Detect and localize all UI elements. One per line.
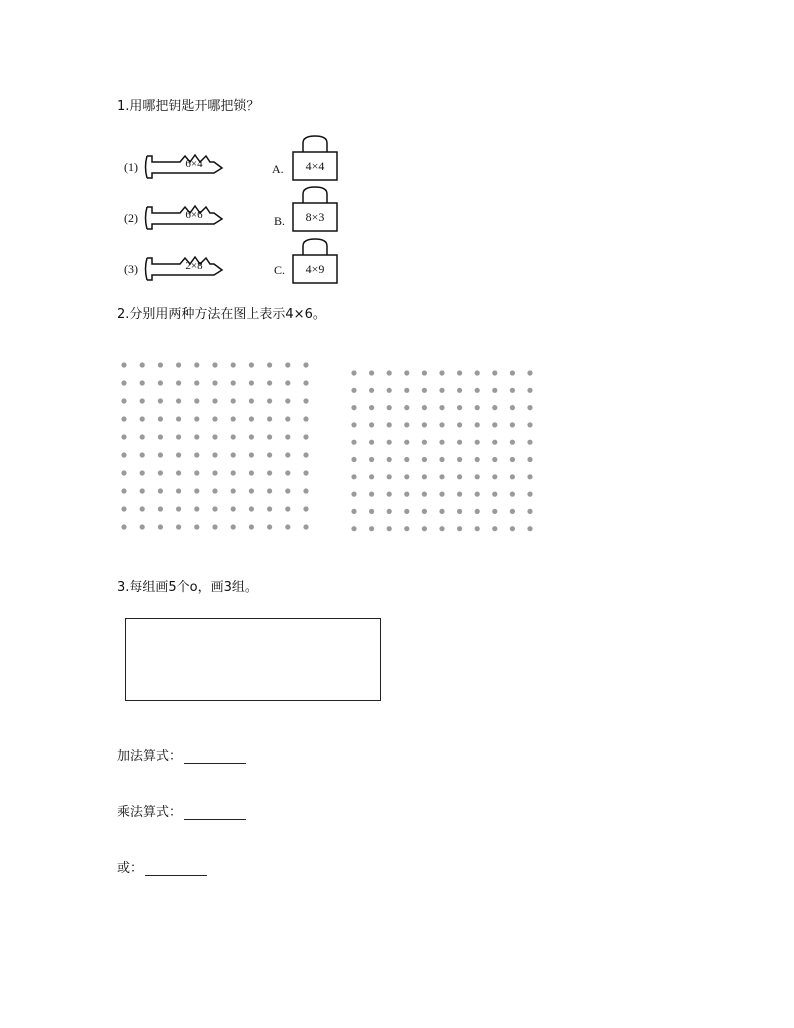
- grid-dot: [387, 474, 392, 479]
- grid-dot: [404, 474, 409, 479]
- grid-dot: [475, 422, 480, 427]
- grid-dot: [527, 388, 532, 393]
- lock-a-expression: 4×4: [305, 159, 325, 173]
- grid-dot: [303, 470, 308, 475]
- grid-dot: [140, 506, 145, 511]
- grid-dot: [140, 488, 145, 493]
- grid-dot: [527, 422, 532, 427]
- grid-dot: [194, 488, 199, 493]
- grid-dot: [422, 422, 427, 427]
- grid-dot: [285, 524, 290, 529]
- grid-dot: [121, 434, 126, 439]
- grid-dot: [303, 452, 308, 457]
- grid-dot: [387, 457, 392, 462]
- grid-dot: [285, 488, 290, 493]
- grid-dot: [404, 370, 409, 375]
- grid-dot: [140, 434, 145, 439]
- grid-dot: [422, 370, 427, 375]
- grid-dot: [303, 362, 308, 367]
- key-1-label: (1): [124, 160, 138, 174]
- grid-dot: [387, 526, 392, 531]
- grid-dot: [212, 488, 217, 493]
- grid-dot: [121, 452, 126, 457]
- key-1-expression: 6×4: [185, 158, 203, 170]
- grid-dot: [176, 506, 181, 511]
- grid-dot: [267, 488, 272, 493]
- grid-dot: [140, 416, 145, 421]
- key-3-expression: 2×8: [185, 260, 203, 272]
- grid-dot: [158, 434, 163, 439]
- grid-dot: [510, 474, 515, 479]
- key-3-label: (3): [124, 262, 138, 276]
- lock-b-expression: 8×3: [305, 210, 325, 224]
- grid-dot: [267, 398, 272, 403]
- grid-dot: [121, 506, 126, 511]
- grid-dot: [527, 474, 532, 479]
- lock-b: [292, 186, 338, 232]
- lock-icon: [292, 135, 338, 181]
- grid-dot: [439, 388, 444, 393]
- grid-dot: [176, 398, 181, 403]
- grid-dot: [439, 509, 444, 514]
- alternative-formula-blank[interactable]: [145, 861, 207, 876]
- multiplication-formula-line: [117, 801, 246, 820]
- grid-dot: [387, 405, 392, 410]
- grid-dot: [439, 492, 444, 497]
- grid-dot: [475, 526, 480, 531]
- grid-dot: [510, 405, 515, 410]
- grid-dot: [212, 524, 217, 529]
- grid-dot: [267, 362, 272, 367]
- grid-dot: [527, 457, 532, 462]
- grid-dot: [285, 434, 290, 439]
- grid-dot: [527, 405, 532, 410]
- grid-dot: [212, 398, 217, 403]
- grid-dot: [439, 370, 444, 375]
- grid-dot: [439, 526, 444, 531]
- grid-dot: [492, 422, 497, 427]
- grid-dot: [369, 370, 374, 375]
- grid-dot: [457, 492, 462, 497]
- grid-dot: [439, 474, 444, 479]
- grid-dot: [492, 388, 497, 393]
- grid-dot: [439, 422, 444, 427]
- grid-dot: [492, 492, 497, 497]
- grid-dot: [351, 492, 356, 497]
- grid-dot: [121, 524, 126, 529]
- grid-dot: [369, 509, 374, 514]
- grid-dot: [510, 492, 515, 497]
- grid-dot: [158, 506, 163, 511]
- grid-dot: [176, 380, 181, 385]
- grid-dot: [457, 422, 462, 427]
- grid-dot: [404, 492, 409, 497]
- lock-c: [292, 238, 338, 284]
- grid-dot: [194, 470, 199, 475]
- grid-dot: [158, 524, 163, 529]
- grid-dot: [231, 362, 236, 367]
- grid-dot: [249, 434, 254, 439]
- grid-dot: [422, 492, 427, 497]
- grid-dot: [231, 470, 236, 475]
- multiplication-formula-blank[interactable]: [184, 805, 246, 820]
- grid-dot: [457, 509, 462, 514]
- grid-dot: [158, 398, 163, 403]
- grid-dot: [231, 506, 236, 511]
- grid-dot: [510, 388, 515, 393]
- grid-dot: [121, 416, 126, 421]
- grid-dot: [404, 405, 409, 410]
- lock-c-letter: C.: [274, 263, 286, 277]
- grid-dot: [510, 370, 515, 375]
- grid-dot: [303, 524, 308, 529]
- grid-dot: [285, 506, 290, 511]
- grid-dot: [510, 422, 515, 427]
- key-2-expression: 6×6: [185, 209, 203, 221]
- grid-dot: [267, 470, 272, 475]
- grid-dot: [457, 405, 462, 410]
- grid-dot: [422, 440, 427, 445]
- grid-dot: [121, 380, 126, 385]
- key-1: [124, 152, 224, 182]
- grid-dot: [194, 416, 199, 421]
- grid-dot: [158, 416, 163, 421]
- grid-dot: [457, 440, 462, 445]
- grid-dot: [457, 457, 462, 462]
- grid-dot: [176, 434, 181, 439]
- grid-dot: [176, 362, 181, 367]
- lock-a: [292, 135, 338, 181]
- grid-dot: [285, 452, 290, 457]
- grid-dot: [439, 405, 444, 410]
- grid-dot: [369, 405, 374, 410]
- grid-dot: [492, 405, 497, 410]
- lock-a-letter: A.: [272, 162, 284, 176]
- grid-dot: [475, 440, 480, 445]
- grid-dot: [176, 452, 181, 457]
- grid-dot: [158, 380, 163, 385]
- grid-dot: [492, 457, 497, 462]
- grid-dot: [492, 440, 497, 445]
- grid-dot: [176, 416, 181, 421]
- grid-dot: [351, 422, 356, 427]
- grid-dot: [231, 380, 236, 385]
- grid-dot: [475, 492, 480, 497]
- grid-dot: [212, 416, 217, 421]
- key-2-label: (2): [124, 211, 138, 225]
- grid-dot: [231, 398, 236, 403]
- grid-dot: [249, 362, 254, 367]
- grid-dot: [140, 398, 145, 403]
- grid-dot: [351, 388, 356, 393]
- grid-dot: [140, 470, 145, 475]
- grid-dot: [267, 380, 272, 385]
- grid-dot: [369, 474, 374, 479]
- grid-dot: [140, 380, 145, 385]
- drawing-answer-box[interactable]: [125, 618, 381, 701]
- key-2: [124, 203, 224, 233]
- grid-dot: [369, 388, 374, 393]
- grid-dot: [303, 506, 308, 511]
- grid-dot: [422, 388, 427, 393]
- grid-dot: [194, 452, 199, 457]
- grid-dot: [492, 370, 497, 375]
- question-2-text: 2.分别用两种方法在图上表示4×6。: [117, 307, 326, 322]
- grid-dot: [140, 362, 145, 367]
- grid-dot: [267, 506, 272, 511]
- grid-dot: [212, 362, 217, 367]
- grid-dot: [121, 470, 126, 475]
- grid-dot: [212, 506, 217, 511]
- grid-dot: [231, 524, 236, 529]
- grid-dot: [369, 422, 374, 427]
- key-3: [124, 254, 224, 284]
- grid-dot: [351, 526, 356, 531]
- grid-dot: [351, 440, 356, 445]
- grid-dot: [387, 388, 392, 393]
- grid-dot: [212, 380, 217, 385]
- grid-dot: [404, 457, 409, 462]
- grid-dot: [212, 470, 217, 475]
- lock-c-expression: 4×9: [305, 262, 325, 276]
- grid-dot: [510, 526, 515, 531]
- grid-dot: [387, 492, 392, 497]
- addition-formula-label: 加法算式：: [117, 749, 183, 764]
- grid-dot: [176, 488, 181, 493]
- grid-dot: [422, 405, 427, 410]
- grid-dot: [303, 398, 308, 403]
- grid-dot: [351, 474, 356, 479]
- grid-dot: [527, 509, 532, 514]
- grid-dot: [457, 474, 462, 479]
- lock-icon: [292, 186, 338, 232]
- grid-dot: [492, 474, 497, 479]
- grid-dot: [249, 452, 254, 457]
- grid-dot: [457, 526, 462, 531]
- grid-dot: [249, 524, 254, 529]
- lock-icon: [292, 238, 338, 284]
- question-1-text: 1.用哪把钥匙开哪把锁？: [117, 99, 260, 114]
- grid-dot: [527, 492, 532, 497]
- grid-dot: [267, 524, 272, 529]
- grid-dot: [249, 380, 254, 385]
- grid-dot: [267, 434, 272, 439]
- grid-dot: [387, 440, 392, 445]
- grid-dot: [475, 405, 480, 410]
- grid-dot: [369, 492, 374, 497]
- grid-dot: [285, 380, 290, 385]
- grid-dot: [249, 506, 254, 511]
- grid-dot: [351, 509, 356, 514]
- grid-dot: [194, 434, 199, 439]
- grid-dot: [140, 452, 145, 457]
- grid-dot: [369, 526, 374, 531]
- dot-grid-right: [347, 367, 535, 535]
- grid-dot: [475, 388, 480, 393]
- grid-dot: [404, 388, 409, 393]
- grid-dot: [231, 452, 236, 457]
- grid-dot: [176, 524, 181, 529]
- grid-dot: [422, 509, 427, 514]
- grid-dot: [249, 470, 254, 475]
- grid-dot: [369, 457, 374, 462]
- grid-dot: [194, 362, 199, 367]
- grid-dot: [404, 440, 409, 445]
- grid-dot: [510, 457, 515, 462]
- grid-dot: [475, 370, 480, 375]
- grid-dot: [351, 370, 356, 375]
- grid-dot: [176, 470, 181, 475]
- grid-dot: [404, 526, 409, 531]
- grid-dot: [212, 452, 217, 457]
- grid-dot: [121, 488, 126, 493]
- grid-dot: [285, 416, 290, 421]
- grid-dot: [231, 488, 236, 493]
- grid-dot: [457, 370, 462, 375]
- grid-dot: [285, 470, 290, 475]
- question-3-text: 3.每组画5个o，画3组。: [117, 580, 258, 595]
- lock-b-letter: B.: [274, 214, 286, 228]
- grid-dot: [422, 474, 427, 479]
- grid-dot: [527, 526, 532, 531]
- grid-dot: [285, 362, 290, 367]
- alternative-formula-line: [117, 857, 207, 876]
- multiplication-formula-label: 乘法算式：: [117, 805, 183, 820]
- grid-dot: [194, 398, 199, 403]
- grid-dot: [140, 524, 145, 529]
- grid-dot: [303, 488, 308, 493]
- grid-dot: [475, 509, 480, 514]
- grid-dot: [121, 398, 126, 403]
- grid-dot: [387, 422, 392, 427]
- grid-dot: [249, 398, 254, 403]
- grid-dot: [158, 452, 163, 457]
- grid-dot: [439, 457, 444, 462]
- grid-dot: [510, 509, 515, 514]
- grid-dot: [158, 488, 163, 493]
- addition-formula-blank[interactable]: [184, 749, 246, 764]
- grid-dot: [475, 474, 480, 479]
- alternative-formula-label: 或：: [117, 861, 144, 876]
- grid-dot: [351, 457, 356, 462]
- grid-dot: [303, 434, 308, 439]
- grid-dot: [492, 509, 497, 514]
- grid-dot: [267, 452, 272, 457]
- grid-dot: [387, 509, 392, 514]
- grid-dot: [231, 416, 236, 421]
- grid-dot: [527, 440, 532, 445]
- grid-dot: [303, 416, 308, 421]
- grid-dot: [475, 457, 480, 462]
- grid-dot: [510, 440, 515, 445]
- grid-dot: [285, 398, 290, 403]
- grid-dot: [422, 457, 427, 462]
- grid-dot: [369, 440, 374, 445]
- grid-dot: [194, 524, 199, 529]
- grid-dot: [303, 380, 308, 385]
- grid-dot: [194, 506, 199, 511]
- grid-dot: [387, 370, 392, 375]
- addition-formula-line: [117, 745, 246, 764]
- grid-dot: [249, 488, 254, 493]
- grid-dot: [404, 422, 409, 427]
- grid-dot: [422, 526, 427, 531]
- grid-dot: [158, 470, 163, 475]
- grid-dot: [439, 440, 444, 445]
- grid-dot: [492, 526, 497, 531]
- grid-dot: [212, 434, 217, 439]
- grid-dot: [121, 362, 126, 367]
- grid-dot: [158, 362, 163, 367]
- grid-dot: [231, 434, 236, 439]
- grid-dot: [267, 416, 272, 421]
- grid-dot: [457, 388, 462, 393]
- grid-dot: [351, 405, 356, 410]
- grid-dot: [194, 380, 199, 385]
- grid-dot: [404, 509, 409, 514]
- dot-grid-left: [117, 358, 317, 533]
- grid-dot: [249, 416, 254, 421]
- grid-dot: [527, 370, 532, 375]
